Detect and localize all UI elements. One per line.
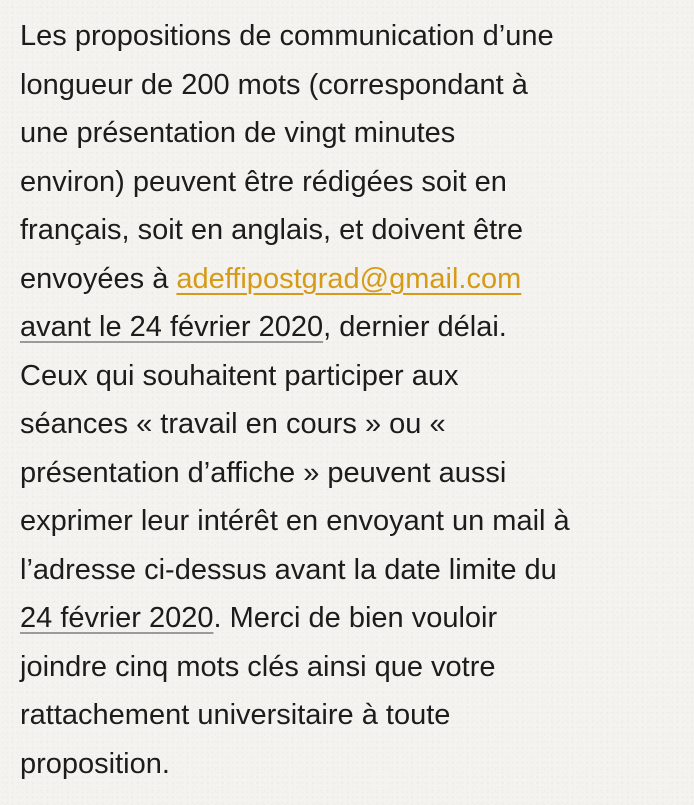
deadline-date-link-1[interactable]: avant le 24 février 2020 xyxy=(20,311,324,343)
note-text-after-deadline-1: , dernier délai. Ceux qui souhaitent participer aux séances « travail en cours » ou « présentation d’affiche » peuvent aussi exprimer leur intérêt en envoyant un mail à l’adresse ci-dessus avant la date limite du xyxy=(20,311,570,586)
note-text-before-email: Les propositions de communication d’une longueur de 200 mots (correspondant à une présentation de vingt minutes environ) peuvent être rédigées soit en français, soit en anglais, et doivent être envoyées à xyxy=(20,20,554,295)
note-text-after-deadline-2: . Merci de bien vouloir joindre cinq mots clés ainsi que votre rattachement universitaire à toute proposition. xyxy=(20,602,498,780)
deadline-date-link-2[interactable]: 24 février 2020 xyxy=(20,602,214,634)
email-link[interactable]: adeffipostgrad@gmail.com xyxy=(176,262,522,295)
note-body-text xyxy=(20,12,688,788)
